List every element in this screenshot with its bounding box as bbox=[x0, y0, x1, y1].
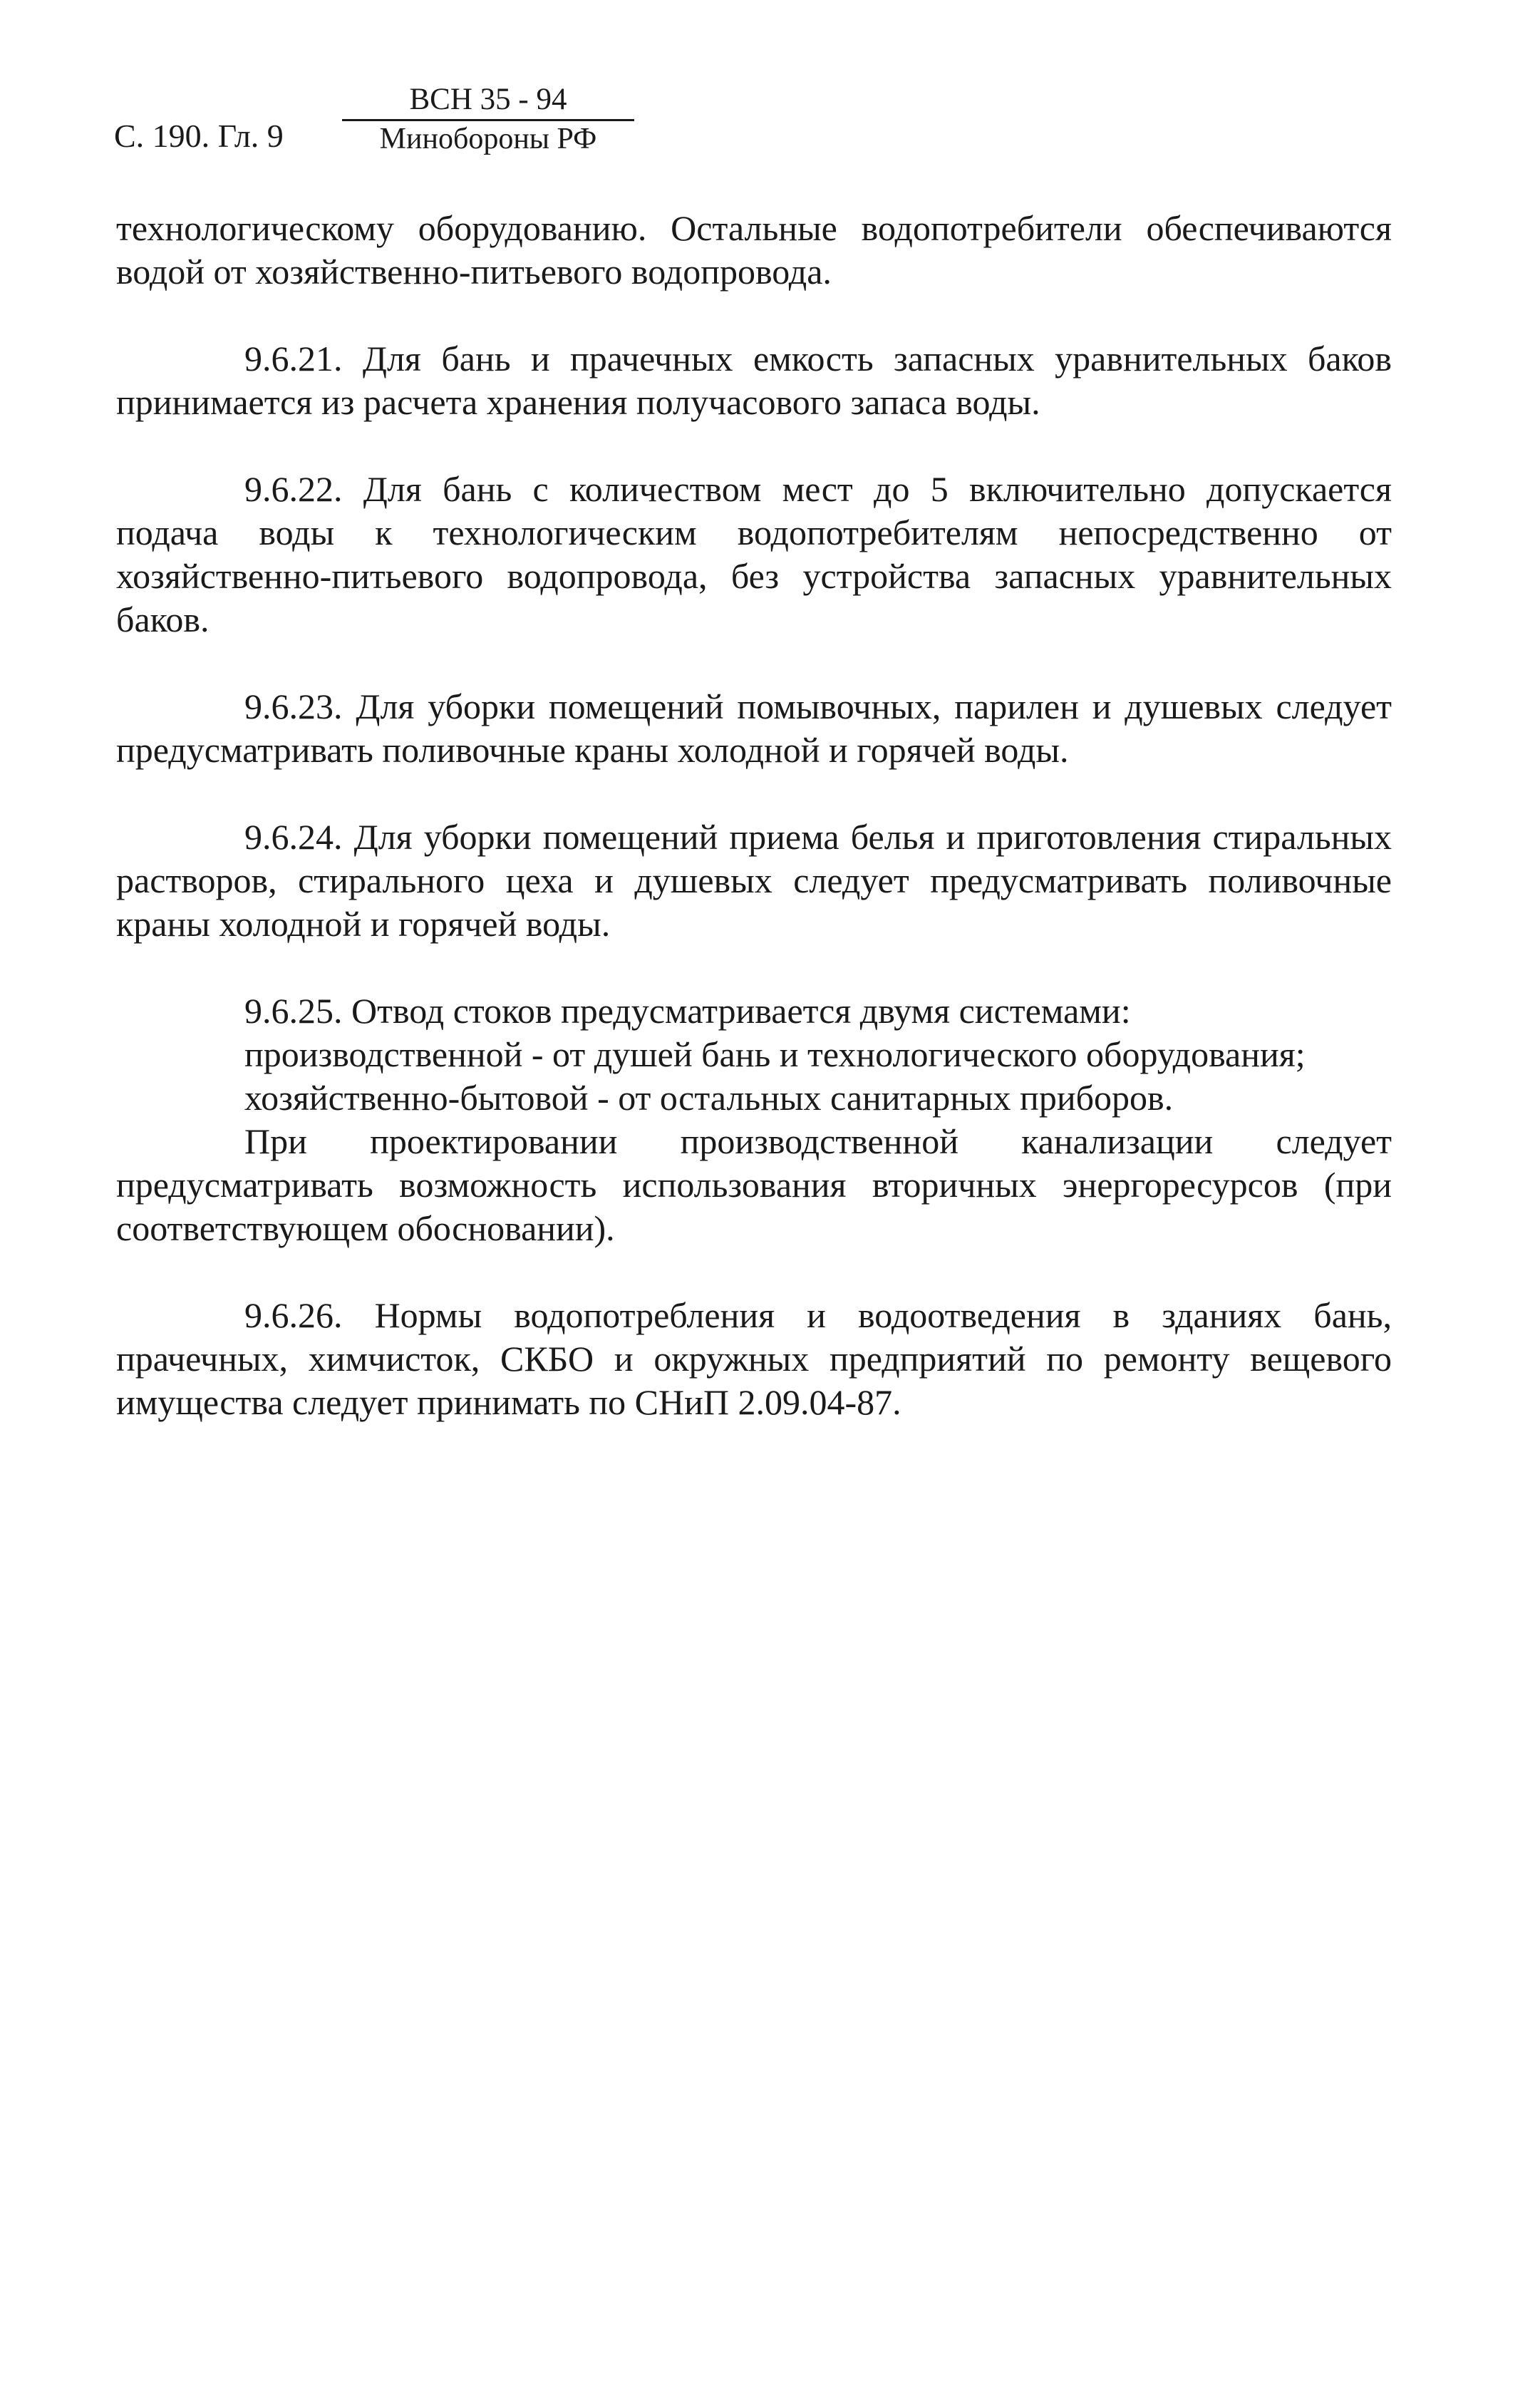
paragraph-9-6-25-domestic: хозяйственно-бытовой - от остальных санитарных приборов. bbox=[244, 1078, 1174, 1118]
paragraph-9-6-25-industrial: производственной - от душей бань и технологического оборудования; bbox=[244, 1034, 1306, 1074]
paragraph-9-6-25-design: При проектировании производственной канализации следует предусматривать возможность использования вторичных энергоресурсов (при соответствующем обосновании). bbox=[116, 1121, 1392, 1248]
document-designation bbox=[342, 84, 634, 154]
paragraph-9-6-21: 9.6.21. Для бань и прачечных емкость запасных уравнительных баков принимается из расчета хранения получасового запаса воды. bbox=[116, 339, 1392, 422]
paragraph-9-6-26: 9.6.26. Нормы водопотребления и водоотведения в зданиях бань, прачечных, химчисток, СКБО и окружных предприятий по ремонту вещевого имущества следует принимать по СНиП 2.09.04-87. bbox=[116, 1295, 1392, 1422]
document-organization: Минобороны РФ bbox=[379, 123, 597, 155]
paragraph-9-6-23: 9.6.23. Для уборки помещений помывочных, парилен и душевых следует предусматривать поливочные краны холодной и горячей воды. bbox=[116, 686, 1392, 770]
paragraph-continuation: технологическому оборудованию. Остальные водопотребители обеспечиваются водой от хозяйственно-питьевого водопровода. bbox=[116, 208, 1392, 292]
paragraph-9-6-25: 9.6.25. Отвод стоков предусматривается двумя системами: bbox=[244, 991, 1131, 1031]
page-reference: С. 190. Гл. 9 bbox=[114, 118, 284, 154]
document-body bbox=[116, 207, 1392, 1468]
document-code: ВСН 35 - 94 bbox=[342, 84, 634, 121]
paragraph-9-6-22: 9.6.22. Для бань с количеством мест до 5 включительно допускается подача воды к технологическим водопотребителям непосредственно от хозяйственно-питьевого водопровода, без устройства запасных уравнительных баков. bbox=[116, 469, 1392, 639]
paragraph-9-6-24: 9.6.24. Для уборки помещений приема белья и приготовления стиральных растворов, стирального цеха и душевых следует предусматривать поливочные краны холодной и горячей воды. bbox=[116, 817, 1392, 944]
